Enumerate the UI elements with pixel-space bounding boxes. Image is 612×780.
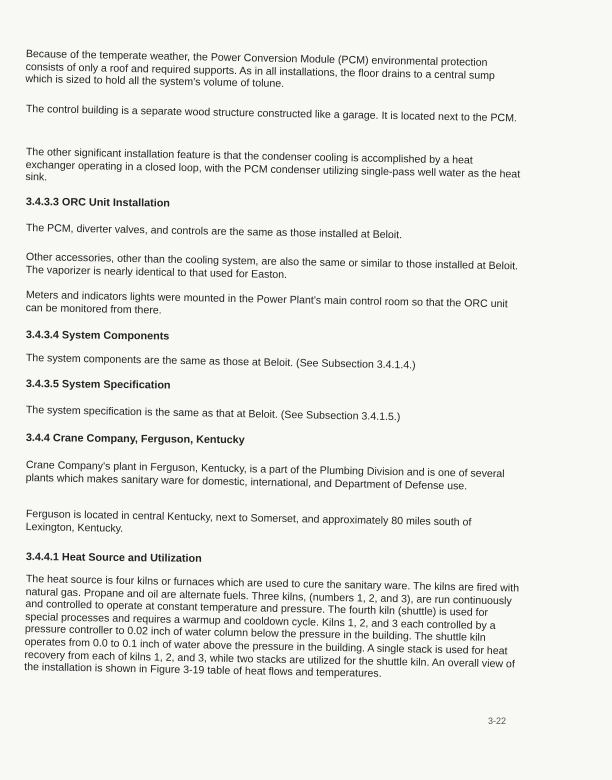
paragraph-text: Meters and indicators lights were mounted in the Power Plant's main control room so that the ORC unit can be monitored from there. [25,289,508,317]
paragraph-text: Crane Company's plant in Ferguson, Kentucky, is a part of the Plumbing Division and is one of several plants which makes sanitary ware for domestic, international, and Department of Defense use. [25,459,505,493]
paragraph-system-components [26,352,522,374]
paragraph-pcm-diverter-valves [26,222,522,244]
section-heading-orc-unit-installation: 3.4.3.3 ORC Unit Installation [25,196,170,210]
page-number: 3-22 [487,716,506,726]
paragraph-text: The other significant installation feature is that the condenser cooling is accomplished by a heat exchanger operating in a closed loop, with the PCM condenser utilizing single-pass well water as the heat sink. [25,146,521,184]
paragraph-crane-company-plant [26,459,522,494]
paragraph-control-building [26,103,522,125]
paragraph-meters-indicators [26,289,522,324]
section-heading-heat-source: 3.4.4.1 Heat Source and Utilization [25,551,202,565]
paragraph-text: The heat source is four kilns or furnaces which are used to cure the sanitary ware. The kilns are fired with natural gas. Propane and oil are alternate fuels. Three kilns, (numbers 1, 2, and 3), are run continuously and controlled to operate at constant temperature and pressure. The fourth kiln (shuttle) is used for special processes and requires a warmup and cooldown cycle. Kilns 1, 2, and 3 each controlled by a pressure controller to 0.02 inch of water column below the pressure in the building. The shuttle kiln operates from 0.0 to 0.1 inch of water above the pressure in the building. A single stack is used for heat recovery from each of kilns 1, 2, and 3, while two stacks are utilized for the shuttle kiln. An overall view of the installation is shown in Figure 3-19 table of heat flows and temperatures. [24,573,520,680]
paragraph-text: The system specification is the same as that at Beloit. (See Subsection 3.4.1.5.) [25,404,401,424]
paragraph-system-specification [26,404,522,426]
paragraph-other-accessories [26,251,522,286]
paragraph-heat-source [24,573,522,683]
section-heading-system-components: 3.4.3.4 System Components [25,329,170,343]
paragraph-text: The control building is a separate wood structure constructed like a garage. It is located next to the PCM. [25,103,518,125]
paragraph-text: Ferguson is located in central Kentucky, next to Somerset, and approximately 80 miles south of Lexington, Kentucky. [25,508,472,535]
section-heading-crane-company: 3.4.4 Crane Company, Ferguson, Kentucky [25,432,245,447]
paragraph-ferguson-location [26,508,522,543]
paragraph-text: Other accessories, other than the cooling system, are also the same or similar to those installed at Beloit. The vaporizer is nearly identical to that used for Easton. [25,251,519,281]
paragraph-pcm-protection [25,48,522,95]
paragraph-text: The PCM, diverter valves, and controls are the same as those installed at Beloit. [25,222,403,242]
paragraph-condenser-cooling [25,146,522,193]
paragraph-text: Because of the temperate weather, the Power Conversion Module (PCM) environmental protection consists of only a roof and required supports. As in all installations, the floor drains to a central sump which is sized to hold all the system's volume of tolune. [25,48,495,91]
paragraph-text: The system components are the same as those at Beloit. (See Subsection 3.4.1.4.) [25,352,416,372]
section-heading-system-specification: 3.4.3.5 System Specification [25,378,171,392]
